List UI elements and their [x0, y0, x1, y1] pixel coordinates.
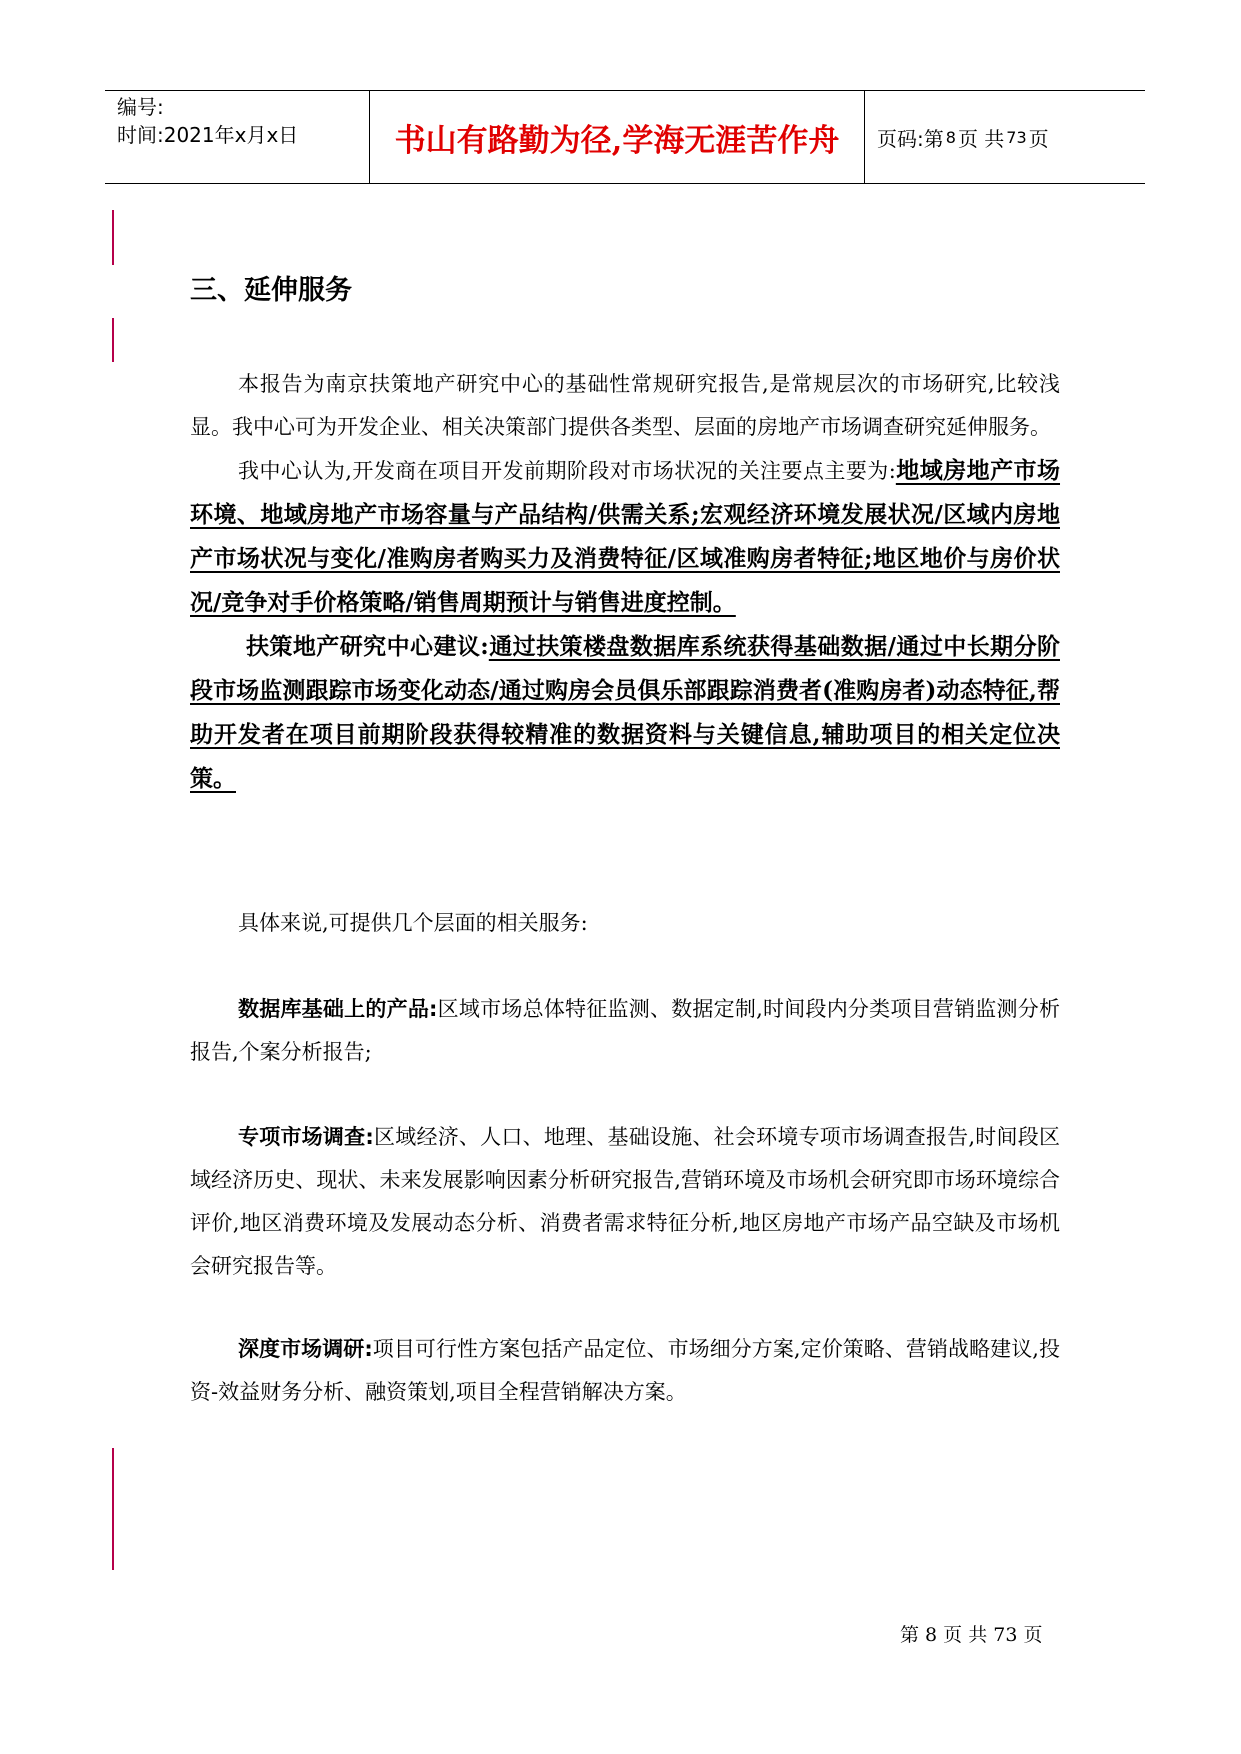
header-motto: 书山有路勤为径,学海无涯苦作舟: [370, 91, 865, 183]
service-item: [190, 988, 1060, 1074]
service-item: [190, 1116, 1060, 1288]
service-label: 深度市场调研:: [238, 1337, 373, 1361]
specific-block: [190, 902, 1060, 945]
service-text: 区域市场总体特征监测、数据定制,时间段内分类项目营销监测分析报告,个案分析报告;: [190, 997, 1060, 1064]
header-meta: [105, 91, 370, 183]
service-text: 项目可行性方案包括产品定位、市场细分方案,定价策略、营销战略建议,投资-效益财务分析、融资策划,项目全程营销解决方案。: [190, 1337, 1060, 1404]
main-content: [190, 363, 1060, 801]
revision-bar: [112, 318, 114, 362]
page-prefix: 页码:第: [877, 126, 944, 151]
service-paragraph: [190, 988, 1060, 1074]
advice-lead: 扶策地产研究中心建议:: [246, 633, 489, 660]
focus-paragraph: [190, 449, 1060, 625]
revision-bar: [112, 210, 114, 265]
service-label: 专项市场调查:: [238, 1125, 374, 1149]
advice-body: 通过扶策楼盘数据库系统获得基础数据/通过中长期分阶段市场监测跟踪市场变化动态/通过购房会员俱乐部跟踪消费者(准购房者)动态特征,帮助开发者在项目前期阶段获得较精准的数据资料与关键信息,辅助项目的相关定位决策。: [190, 633, 1060, 792]
revision-bar: [112, 1448, 114, 1570]
page-footer: 第 8 页 共 73 页: [900, 1624, 1043, 1646]
service-label: 数据库基础上的产品:: [238, 997, 438, 1021]
service-item: [190, 1328, 1060, 1414]
focus-body: 地域房地产市场环境、地域房地产市场容量与产品结构/供需关系;宏观经济环境发展状况/区域内房地产市场状况与变化/准购房者购买力及消费特征/区域准购房者特征;地区地价与房价状况/竞争对手价格策略/销售周期预计与销售进度控制。: [190, 457, 1061, 616]
page-current: 8: [945, 127, 956, 147]
advice-paragraph: [190, 625, 1060, 801]
service-paragraph: [190, 1116, 1060, 1288]
page-total: 73: [1006, 127, 1027, 147]
page-header: [105, 90, 1145, 184]
page-suffix: 页: [1028, 126, 1049, 151]
page-mid: 页 共: [957, 126, 1005, 151]
header-page-info: [865, 91, 1145, 183]
service-text: 区域经济、人口、地理、基础设施、社会环境专项市场调查报告,时间段区域经济历史、现状、未来发展影响因素分析研究报告,营销环境及市场机会研究即市场环境综合评价,地区消费环境及发展动态分析、消费者需求特征分析,地区房地产市场产品空缺及市场机会研究报告等。: [190, 1125, 1060, 1278]
intro-paragraph: 本报告为南京扶策地产研究中心的基础性常规研究报告,是常规层次的市场研究,比较浅显。我中心可为开发企业、相关决策部门提供各类型、层面的房地产市场调查研究延伸服务。: [190, 372, 1060, 439]
document-number-label: 编号:: [117, 95, 164, 119]
section-title: 三、延伸服务: [190, 275, 352, 306]
specific-paragraph: 具体来说,可提供几个层面的相关服务:: [238, 911, 588, 935]
focus-lead: 我中心认为,开发商在项目开发前期阶段对市场状况的关注要点主要为:: [238, 459, 896, 483]
service-paragraph: [190, 1328, 1060, 1414]
document-time: 时间:2021年x月x日: [117, 123, 299, 147]
